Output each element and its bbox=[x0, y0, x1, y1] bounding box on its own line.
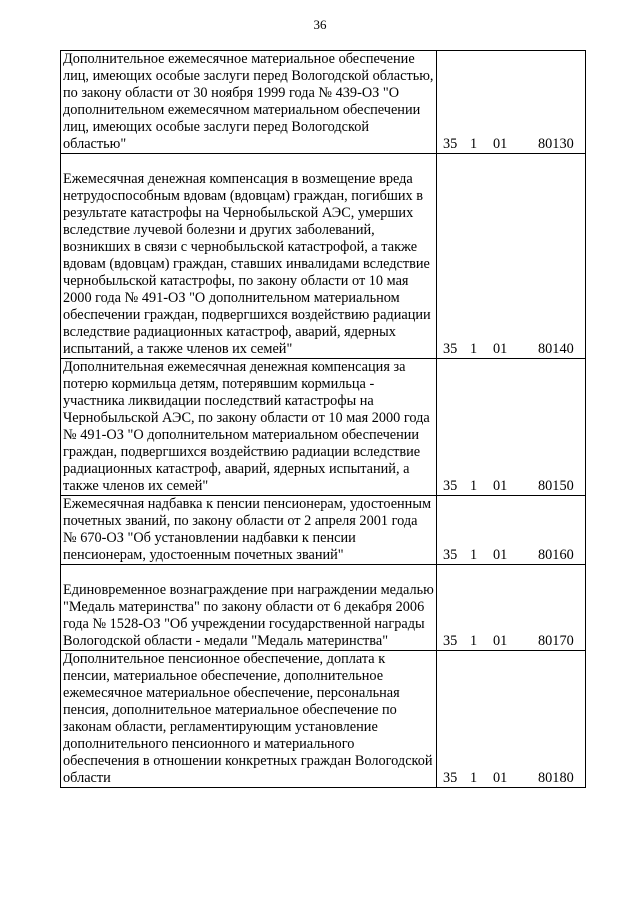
item-code: 80170 bbox=[538, 633, 574, 649]
item-code: 80140 bbox=[538, 341, 574, 357]
subsection-code: 1 bbox=[470, 547, 478, 563]
section-code: 35 bbox=[443, 478, 458, 494]
budget-classification-table bbox=[60, 50, 586, 788]
table-row bbox=[61, 154, 586, 359]
row-description: Ежемесячная денежная компенсация в возмещение вреда нетрудоспособным вдовам (вдовцам) граждан, погибших в результате катастрофы на Чернобыльской АЭС, умерших вследствие лучевой болезни и других заболеваний, возникших в связи с чернобыльской катастрофой, а также вдовам (вдовцам) граждан, ставших инвалидами вследствие чернобыльской катастрофы, по закону области от 10 мая 2000 года № 491-ОЗ "О дополнительном материальном обеспечении граждан, подвергшихся воздействию радиации вследствие радиационных катастроф, аварий, ядерных испытаний, а также членов их семей" bbox=[61, 154, 437, 359]
table-row bbox=[61, 51, 586, 154]
item-code: 80130 bbox=[538, 136, 574, 152]
table-row bbox=[61, 565, 586, 651]
subsection-code: 1 bbox=[470, 770, 478, 786]
row-description: Дополнительное пенсионное обеспечение, доплата к пенсии, материальное обеспечение, дополнительное ежемесячное материальное обеспечение, персональная пенсия, дополнительное материальное обеспечение по законам области, регламентирующим установление дополнительного пенсионного и материального обеспечения в отношении конкретных граждан Вологодской области bbox=[61, 651, 437, 788]
subsection-code: 1 bbox=[470, 136, 478, 152]
group-code: 01 bbox=[493, 136, 508, 152]
row-description: Ежемесячная надбавка к пенсии пенсионерам, удостоенным почетных званий, по закону области от 2 апреля 2001 года № 670-ОЗ "Об установлении надбавки к пенсии пенсионерам, удостоенным почетных званий" bbox=[61, 496, 437, 565]
group-code: 01 bbox=[493, 478, 508, 494]
section-code: 35 bbox=[443, 341, 458, 357]
table-row bbox=[61, 496, 586, 565]
subsection-code: 1 bbox=[470, 478, 478, 494]
subsection-code: 1 bbox=[470, 341, 478, 357]
row-codes bbox=[437, 565, 586, 651]
table-row bbox=[61, 359, 586, 496]
section-code: 35 bbox=[443, 770, 458, 786]
item-code: 80180 bbox=[538, 770, 574, 786]
row-codes bbox=[437, 154, 586, 359]
section-code: 35 bbox=[443, 633, 458, 649]
page-number: 36 bbox=[313, 17, 327, 32]
row-codes bbox=[437, 651, 586, 788]
item-code: 80150 bbox=[538, 478, 574, 494]
section-code: 35 bbox=[443, 136, 458, 152]
group-code: 01 bbox=[493, 341, 508, 357]
row-codes bbox=[437, 51, 586, 154]
row-description: Дополнительное ежемесячное материальное обеспечение лиц, имеющих особые заслуги перед Вологодской областью, по закону области от 30 ноября 1999 года № 439-ОЗ "О дополнительном ежемесячном материальном обеспечении лиц, имеющих особые заслуги перед Вологодской областью" bbox=[61, 51, 437, 154]
item-code: 80160 bbox=[538, 547, 574, 563]
row-codes bbox=[437, 496, 586, 565]
table-row bbox=[61, 651, 586, 788]
row-description: Дополнительная ежемесячная денежная компенсация за потерю кормильца детям, потерявшим кормильца - участника ликвидации последствий катастрофы на Чернобыльской АЭС, по закону области от 10 мая 2000 года № 491-ОЗ "О дополнительном материальном обеспечении граждан, подвергшихся воздействию радиации вследствие радиационных катастроф, аварий, ядерных испытаний, а также членов их семей" bbox=[61, 359, 437, 496]
group-code: 01 bbox=[493, 633, 508, 649]
section-code: 35 bbox=[443, 547, 458, 563]
group-code: 01 bbox=[493, 547, 508, 563]
row-codes bbox=[437, 359, 586, 496]
row-description: Единовременное вознаграждение при награждении медалью "Медаль материнства" по закону области от 6 декабря 2006 года № 1528-ОЗ "Об учреждении государственной награды Вологодской области - медали "Медаль материнства" bbox=[61, 565, 437, 651]
group-code: 01 bbox=[493, 770, 508, 786]
subsection-code: 1 bbox=[470, 633, 478, 649]
